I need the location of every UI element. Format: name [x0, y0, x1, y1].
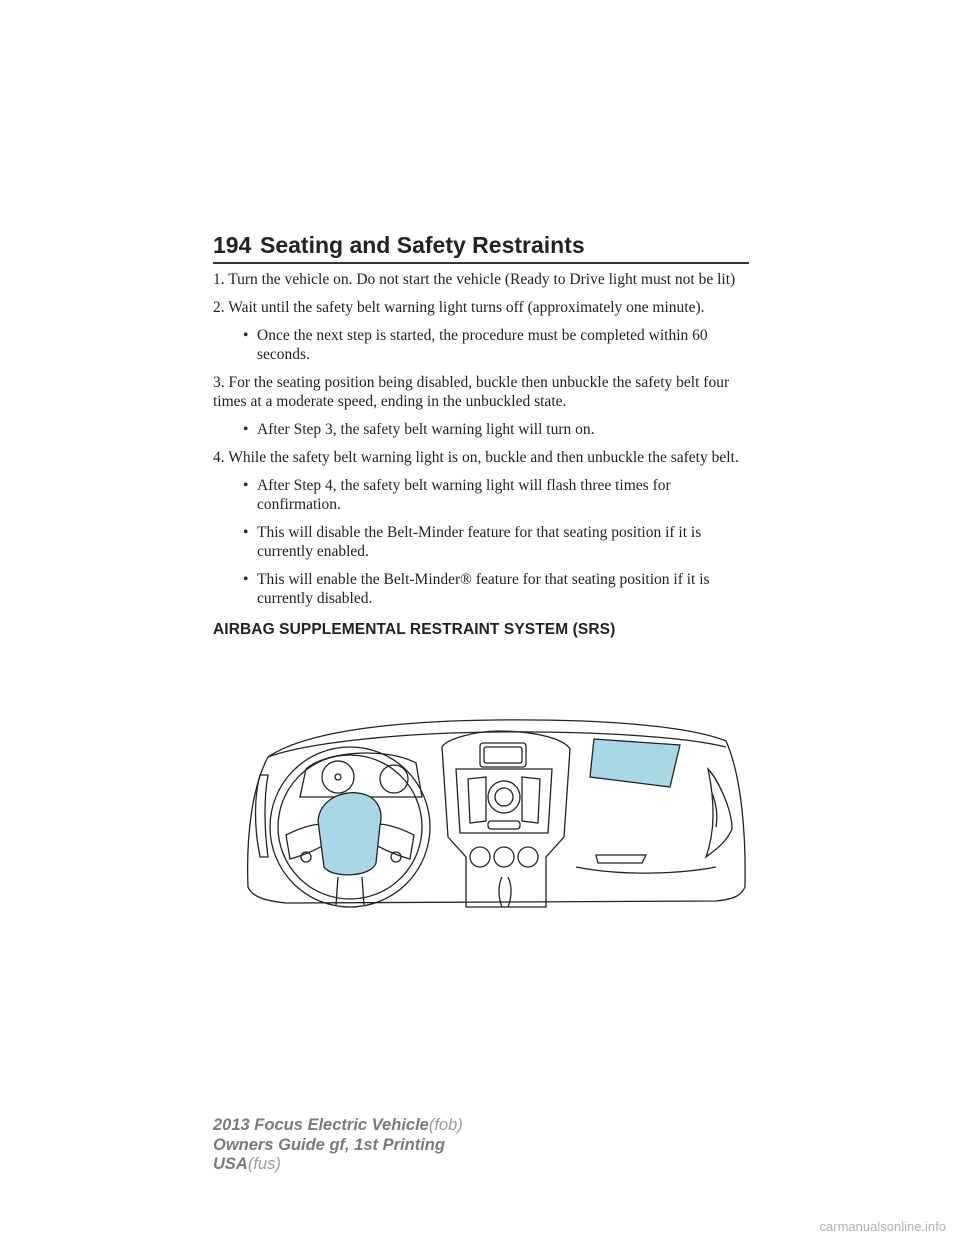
right-vent-icon [706, 769, 732, 857]
glovebox [596, 855, 646, 863]
center-console [442, 731, 570, 907]
footer-line-2: Owners Guide gf, 1st Printing [213, 1135, 445, 1154]
body-text [213, 270, 753, 639]
bullet-icon: • [243, 524, 249, 541]
footer-line-1: 2013 Focus Electric Vehicle(fob) [213, 1116, 463, 1134]
watermark: carmanualsonline.info [819, 1219, 946, 1234]
bullet-icon: • [243, 421, 249, 438]
bullet-icon: • [243, 327, 249, 344]
step-1: 1. Turn the vehicle on. Do not start the vehicle (Ready to Drive light must not be lit) [213, 271, 736, 288]
bullet-text: After Step 4, the safety belt warning light will flash three times for confirmation. [257, 477, 671, 513]
bullet-icon: • [243, 571, 249, 588]
header-divider [213, 262, 749, 264]
bullet-item [213, 570, 753, 608]
footer-line-3: USA(fus) [213, 1155, 281, 1173]
bullet-item [213, 326, 753, 364]
airbag-heading: AIRBAG SUPPLEMENTAL RESTRAINT SYSTEM (SRS) [213, 621, 616, 638]
passenger-airbag [590, 739, 680, 787]
step-2: 2. Wait until the safety belt warning light turns off (approximately one minute). [213, 299, 705, 316]
bullet-item [213, 476, 753, 514]
bullet-text: After Step 3, the safety belt warning light will turn on. [257, 421, 595, 438]
page-header [213, 232, 749, 262]
bullet-item [213, 523, 753, 561]
left-vent-icon [256, 775, 269, 857]
instrument-cluster [300, 753, 422, 797]
speedometer-icon [322, 761, 354, 793]
section-title: Seating and Safety Restraints [260, 232, 585, 258]
step-4: 4. While the safety belt warning light is on, buckle and then unbuckle the safety belt. [213, 449, 739, 466]
bullet-text: This will enable the Belt-Minder® feature for that seating position if it is currently disabled. [257, 571, 710, 607]
dashboard-airbag-illustration [246, 717, 749, 909]
document-footer [213, 1116, 463, 1175]
driver-airbag [318, 793, 381, 875]
bullet-text: Once the next step is started, the procedure must be completed within 60 seconds. [257, 327, 708, 363]
page-number: 194 [213, 232, 252, 258]
climate-knob-icon [494, 847, 514, 867]
climate-knob-icon [470, 847, 490, 867]
step-3: 3. For the seating position being disabled, buckle then unbuckle the safety belt four times at a moderate speed, ending in the unbuckled state. [213, 374, 730, 410]
bullet-icon: • [243, 477, 249, 494]
climate-knob-icon [518, 847, 538, 867]
bullet-text: This will disable the Belt-Minder feature for that seating position if it is currently enabled. [257, 524, 702, 560]
control-knob-icon [488, 781, 520, 813]
bullet-item [213, 420, 753, 439]
